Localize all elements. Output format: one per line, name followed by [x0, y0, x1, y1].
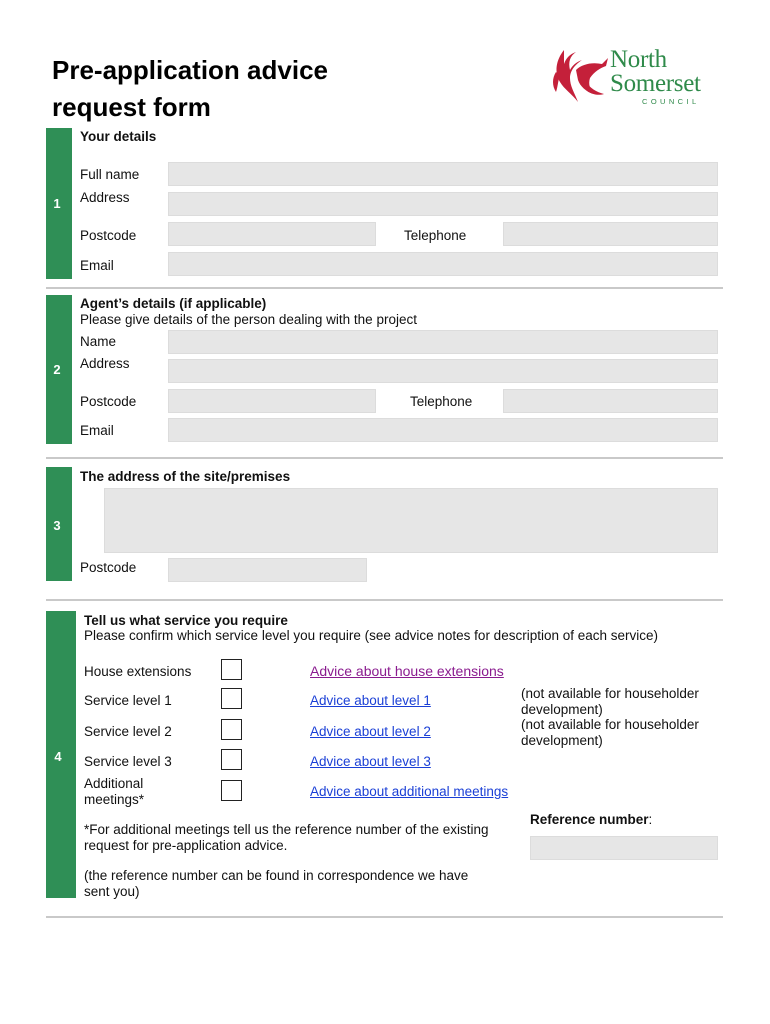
agent-address-label: Address — [80, 356, 130, 371]
reference-number-field[interactable] — [530, 836, 718, 860]
section-4-subheading: Please confirm which service level you require (see advice notes for description of each service) — [84, 628, 659, 643]
section-3-heading: The address of the site/premises — [80, 469, 291, 484]
section-2-band — [46, 295, 72, 444]
agent-postcode-label: Postcode — [80, 394, 137, 409]
site-postcode-label: Postcode — [80, 560, 137, 575]
telephone-label: Telephone — [404, 228, 467, 243]
logo-wordmark — [610, 48, 701, 106]
divider — [46, 457, 723, 459]
agent-email-field[interactable] — [168, 418, 718, 442]
house-extensions-checkbox[interactable] — [221, 659, 242, 680]
site-postcode-field[interactable] — [168, 558, 367, 582]
level-3-advice-link[interactable]: Advice about level 3 — [310, 754, 431, 769]
section-2-subheading: Please give details of the person dealing with the project — [80, 312, 417, 327]
level-2-advice-link[interactable]: Advice about level 2 — [310, 724, 431, 739]
reference-number-label: Reference number: — [530, 812, 653, 827]
additional-meetings-label: Additional meetings* — [84, 776, 145, 807]
title-line-1: Pre-application advice — [52, 55, 328, 85]
additional-meetings-footnote: *For additional meetings tell us the reference number of the existing request for pre-application advice. — [84, 822, 489, 853]
section-4-band — [46, 611, 76, 898]
full-name-label: Full name — [80, 167, 140, 182]
agent-address-field[interactable] — [168, 359, 718, 383]
section-1-band — [46, 128, 72, 279]
section-1-heading: Your details — [80, 129, 157, 144]
agent-telephone-field[interactable] — [503, 389, 718, 413]
service-level-3-label: Service level 3 — [84, 754, 172, 769]
section-4-heading: Tell us what service you require — [84, 613, 288, 628]
house-extensions-advice-link[interactable]: Advice about house extensions — [310, 663, 504, 679]
postcode-label: Postcode — [80, 228, 137, 243]
email-field[interactable] — [168, 252, 718, 276]
section-3-band — [46, 467, 72, 581]
service-level-2-label: Service level 2 — [84, 724, 172, 739]
address-label: Address — [80, 190, 130, 205]
agent-name-field[interactable] — [168, 330, 718, 354]
service-level-1-label: Service level 1 — [84, 693, 172, 708]
site-address-field[interactable] — [104, 488, 718, 553]
logo-council: COUNCIL — [642, 97, 700, 106]
service-level-2-checkbox[interactable] — [221, 719, 242, 740]
griffin-icon — [553, 50, 608, 102]
divider — [46, 599, 723, 601]
level-1-advice-link[interactable]: Advice about level 1 — [310, 693, 431, 708]
section-3-number: 3 — [53, 518, 61, 533]
logo-north: North — [610, 46, 667, 73]
section-2-heading: Agent’s details (if applicable) — [80, 296, 267, 311]
house-extensions-label: House extensions — [84, 664, 192, 679]
divider — [46, 916, 723, 918]
page-title — [52, 52, 328, 126]
service-level-1-checkbox[interactable] — [221, 688, 242, 709]
divider — [46, 287, 723, 289]
agent-telephone-label: Telephone — [410, 394, 473, 409]
address-field[interactable] — [168, 192, 718, 216]
additional-meetings-advice-link[interactable]: Advice about additional meetings — [310, 784, 509, 799]
title-line-2: request form — [52, 92, 211, 122]
level-1-note: (not available for householder development) — [521, 686, 699, 717]
level-2-note: (not available for householder development) — [521, 717, 699, 748]
section-2-number: 2 — [53, 362, 61, 377]
section-1-number: 1 — [53, 196, 61, 211]
additional-meetings-checkbox[interactable] — [221, 780, 242, 801]
section-4-number: 4 — [54, 749, 62, 764]
logo-somerset: Somerset — [610, 70, 701, 97]
email-label: Email — [80, 258, 114, 273]
postcode-field[interactable] — [168, 222, 376, 246]
agent-postcode-field[interactable] — [168, 389, 376, 413]
service-level-3-checkbox[interactable] — [221, 749, 242, 770]
agent-name-label: Name — [80, 334, 117, 349]
telephone-field[interactable] — [503, 222, 718, 246]
reference-number-hint: (the reference number can be found in correspondence we have sent you) — [84, 868, 469, 899]
full-name-field[interactable] — [168, 162, 718, 186]
agent-email-label: Email — [80, 423, 114, 438]
